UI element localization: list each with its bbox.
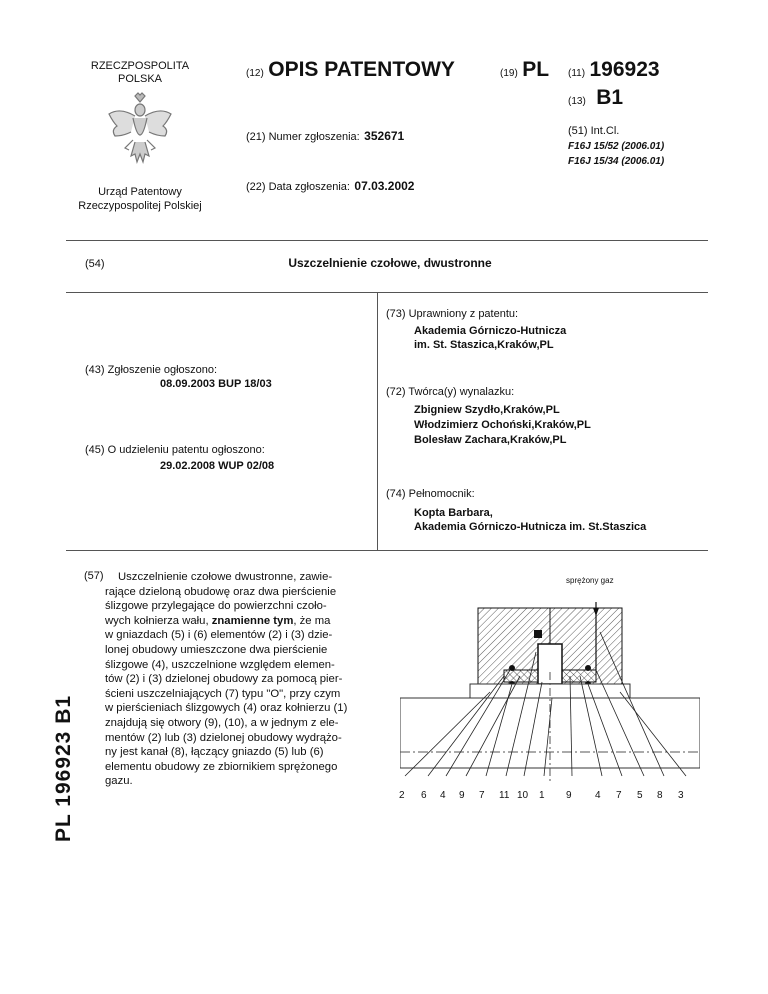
abstract-line: gazu. [105, 775, 133, 788]
abstract-line: ścieni uszczelniających (7) typu "O", przy czym [105, 687, 341, 700]
abstract-text [84, 570, 376, 789]
divider-top [66, 240, 708, 241]
seal-cross-section-figure [400, 572, 700, 782]
grant-value: 29.02.2008 WUP 02/08 [160, 460, 275, 472]
code-13: (13) [568, 96, 586, 107]
code-12: (12) [246, 68, 264, 79]
publication-label: (43) Zgłoszenie ogłoszono: [85, 364, 218, 376]
int-cl-1: F16J 15/52 (2006.01) [568, 141, 665, 152]
inventors-label: (72) Twórca(y) wynalazku: [386, 386, 515, 398]
invention-title: Uszczelnienie czołowe, dwustronne [288, 256, 492, 270]
abstract-line: znajdują się otwory (9), (10), a w jednym z ele- [105, 716, 339, 729]
country-name-line2: POLSKA [117, 73, 163, 85]
callout-label: 4 [440, 790, 446, 801]
divider-bottom [66, 550, 708, 551]
callout-label: 4 [595, 790, 601, 801]
filing-date-label: (22) Data zgłoszenia: [246, 181, 350, 193]
callout-label: 9 [566, 790, 572, 801]
callout-label: 6 [421, 790, 427, 801]
abstract-line: wych kołnierza wału, znamienne tym, że ma [105, 614, 331, 627]
code-19: (19) [500, 68, 518, 79]
figure-callouts [396, 790, 696, 804]
owner-line2: im. St. Staszica,Kraków,PL [414, 339, 554, 351]
inventor-1: Zbigniew Szydło,Kraków,PL [414, 404, 560, 416]
attorney-line1: Kopta Barbara, [414, 507, 493, 519]
application-number-label: (21) Numer zgłoszenia: [246, 131, 360, 143]
divider-vertical [377, 292, 378, 550]
callout-label: 8 [657, 790, 663, 801]
abstract-line: tów (2) i (3) dzielonej obudowy za pomocą pier- [105, 673, 343, 686]
callout-label: 11 [499, 790, 510, 801]
abstract-line: mentów (2) lub (3) dzielonej obudowy wydrążo- [105, 731, 342, 744]
inventor-3: Bolesław Zachara,Kraków,PL [414, 434, 567, 446]
patent-office-line2: Rzeczypospolitej Polskiej [78, 200, 202, 212]
abstract-line: lonej obudowy umieszczone dwa pierścienie [105, 643, 328, 656]
callout-label: 1 [539, 790, 545, 801]
callout-label: 5 [637, 790, 643, 801]
owner-label: (73) Uprawniony z patentu: [386, 308, 519, 320]
callout-label: 9 [459, 790, 465, 801]
abstract-line: rające dzieloną obudowę oraz dwa pierścienie [105, 585, 337, 598]
inventor-2: Włodzimierz Ochoński,Kraków,PL [414, 419, 591, 431]
callout-label: 10 [517, 790, 529, 801]
callout-label: 2 [399, 790, 405, 801]
country-code: PL [522, 58, 550, 81]
callout-label: 7 [616, 790, 622, 801]
abstract-line: ślizgowe przylegające do powierzchni czoło- [105, 600, 327, 613]
document-type: OPIS PATENTOWY [268, 58, 455, 81]
gas-label: sprężony gaz [566, 576, 614, 585]
owner-line1: Akademia Górniczo-Hutnicza [414, 325, 567, 337]
country-name-line1: RZECZPOSPOLITA [90, 60, 190, 72]
attorney-label: (74) Pełnomocnik: [386, 488, 475, 500]
int-cl-2: F16J 15/34 (2006.01) [568, 156, 665, 167]
attorney-line2: Akademia Górniczo-Hutnicza im. St.Staszica [414, 521, 647, 533]
grant-label: (45) O udzieleniu patentu ogłoszono: [85, 444, 265, 456]
kind-code: B1 [596, 86, 624, 109]
abstract-line: ślizgowe (4), uszczelnione względem elemen- [105, 658, 335, 671]
patent-number: 196923 [589, 58, 660, 81]
code-11: (11) [568, 68, 586, 79]
patent-office-line1: Urząd Patentowy [98, 186, 182, 198]
callout-label: 3 [678, 790, 684, 801]
title-code: (54) [85, 258, 105, 270]
polish-eagle-emblem [105, 92, 175, 172]
abstract-line: w pierścieniach ślizgowych (4) oraz kołnierzu (1) [105, 702, 348, 715]
abstract-line: elementu obudowy ze zbiornikiem sprężonego [105, 760, 338, 773]
filing-date: 07.03.2002 [354, 179, 415, 193]
application-number: 352671 [364, 129, 405, 143]
int-cl-label: (51) Int.Cl. [568, 125, 620, 137]
side-patent-label: PL 196923 B1 [52, 694, 75, 842]
abstract-line: w gniazdach (5) i (6) elementów (2) i (3) dzie- [105, 629, 333, 642]
abstract-code: (57) [84, 570, 104, 582]
divider-middle [66, 292, 708, 293]
publication-value: 08.09.2003 BUP 18/03 [160, 378, 272, 390]
abstract-line: ny jest kanał (8), łączący gniazdo (5) lub (6) [105, 746, 324, 759]
callout-label: 7 [479, 790, 485, 801]
abstract-line: Uszczelnienie czołowe dwustronne, zawie- [118, 571, 333, 583]
